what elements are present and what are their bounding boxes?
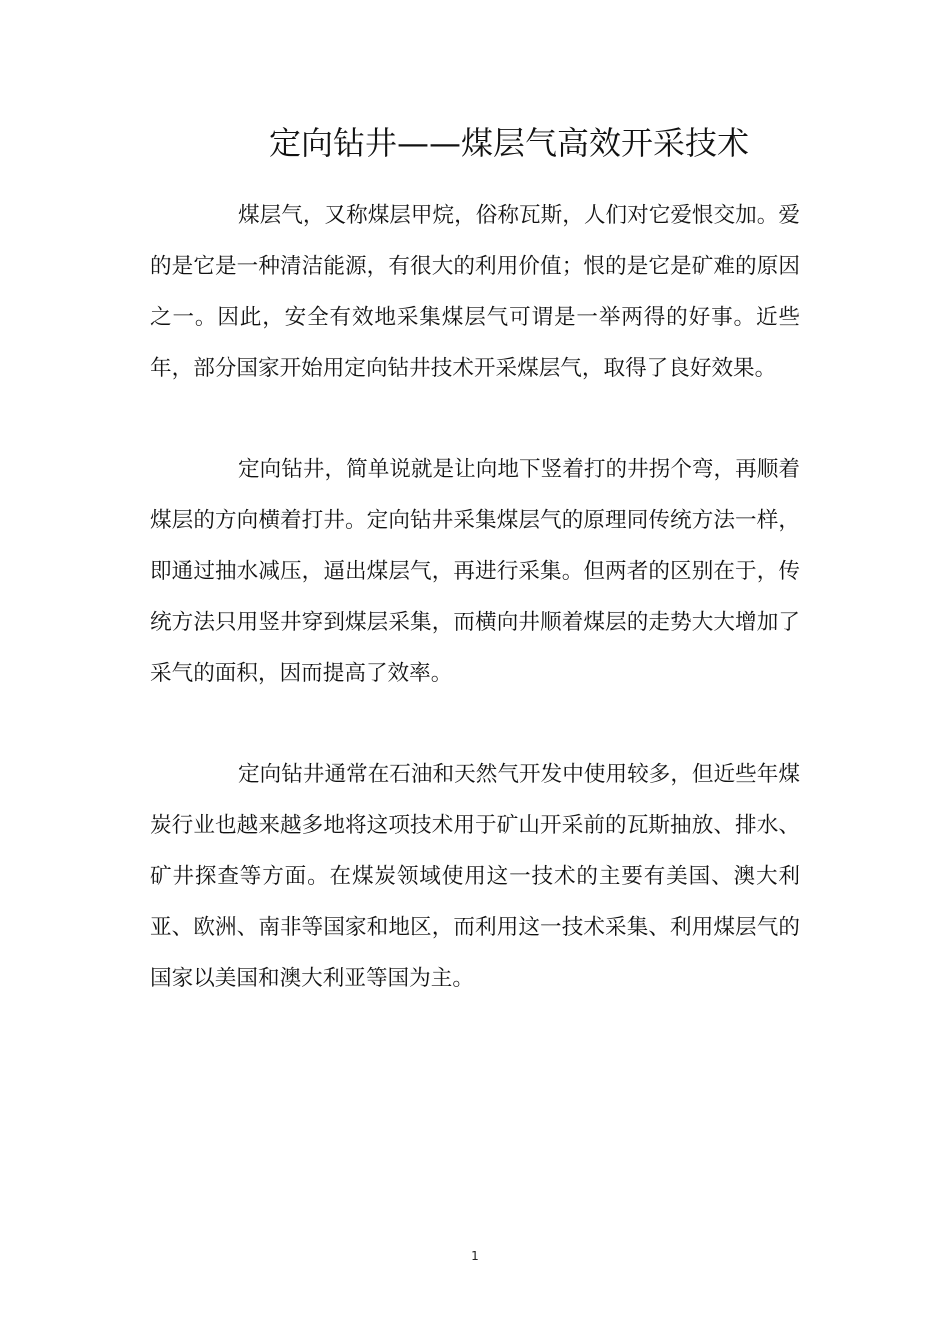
page-number: 1	[471, 1249, 479, 1263]
document-title: 定向钻井——煤层气高效开采技术	[268, 124, 749, 162]
document-body	[150, 190, 800, 1054]
paragraph-2: 定向钻井，简单说就是让向地下竖着打的井拐个弯，再顺着煤层的方向横着打井。定向钻井采集煤层气的原理同传统方法一样，即通过抽水减压，逼出煤层气，再进行采集。但两者的区别在于，传统方法只用竖井穿到煤层采集，而横向井顺着煤层的走势大大增加了采气的面积，因而提高了效率。	[150, 457, 800, 686]
paragraph-1: 煤层气，又称煤层甲烷，俗称瓦斯，人们对它爱恨交加。爱的是它是一种清洁能源，有很大的利用价值；恨的是它是矿难的原因之一。因此，安全有效地采集煤层气可谓是一举两得的好事。近些年，部分国家开始用定向钻井技术开采煤层气，取得了良好效果。	[150, 203, 800, 381]
paragraph-3: 定向钻井通常在石油和天然气开发中使用较多，但近些年煤炭行业也越来越多地将这项技术用于矿山开采前的瓦斯抽放、排水、矿井探查等方面。在煤炭领域使用这一技术的主要有美国、澳大利亚、欧洲、南非等国家和地区，而利用这一技术采集、利用煤层气的国家以美国和澳大利亚等国为主。	[150, 762, 800, 991]
